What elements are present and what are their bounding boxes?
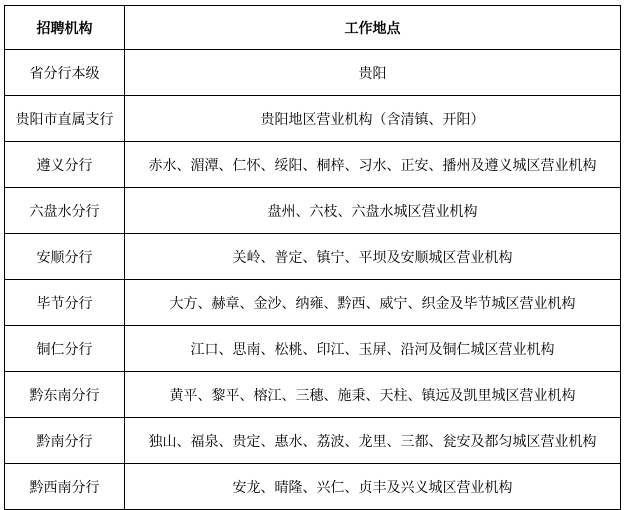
institution-cell: 遵义分行 (5, 142, 125, 188)
location-cell: 安龙、晴隆、兴仁、贞丰及兴义城区营业机构 (125, 464, 621, 510)
table-row (5, 188, 621, 234)
location-cell: 关岭、普定、镇宁、平坝及安顺城区营业机构 (125, 234, 621, 280)
institution-cell: 安顺分行 (5, 234, 125, 280)
institution-cell: 贵阳市直属支行 (5, 96, 125, 142)
institution-cell: 黔西南分行 (5, 464, 125, 510)
institution-cell: 黔南分行 (5, 418, 125, 464)
location-cell: 贵阳地区营业机构（含清镇、开阳） (125, 96, 621, 142)
location-cell: 盘州、六枝、六盘水城区营业机构 (125, 188, 621, 234)
location-cell: 黄平、黎平、榕江、三穗、施秉、天柱、镇远及凯里城区营业机构 (125, 372, 621, 418)
institution-cell: 铜仁分行 (5, 326, 125, 372)
header-work-location: 工作地点 (125, 6, 621, 50)
header-row (5, 6, 621, 50)
table-row (5, 280, 621, 326)
recruitment-table (4, 5, 621, 510)
header-institution: 招聘机构 (5, 6, 125, 50)
table-row (5, 326, 621, 372)
institution-cell: 省分行本级 (5, 50, 125, 96)
table-row (5, 142, 621, 188)
institution-cell: 毕节分行 (5, 280, 125, 326)
location-cell: 江口、思南、松桃、印江、玉屏、沿河及铜仁城区营业机构 (125, 326, 621, 372)
table-row (5, 96, 621, 142)
table-row (5, 464, 621, 510)
table-row (5, 234, 621, 280)
table-row (5, 418, 621, 464)
table-row (5, 50, 621, 96)
location-cell: 大方、赫章、金沙、纳雍、黔西、威宁、织金及毕节城区营业机构 (125, 280, 621, 326)
location-cell: 贵阳 (125, 50, 621, 96)
location-cell: 独山、福泉、贵定、惠水、荔波、龙里、三都、瓮安及都匀城区营业机构 (125, 418, 621, 464)
table-row (5, 372, 621, 418)
institution-cell: 六盘水分行 (5, 188, 125, 234)
institution-cell: 黔东南分行 (5, 372, 125, 418)
location-cell: 赤水、湄潭、仁怀、绥阳、桐梓、习水、正安、播州及遵义城区营业机构 (125, 142, 621, 188)
